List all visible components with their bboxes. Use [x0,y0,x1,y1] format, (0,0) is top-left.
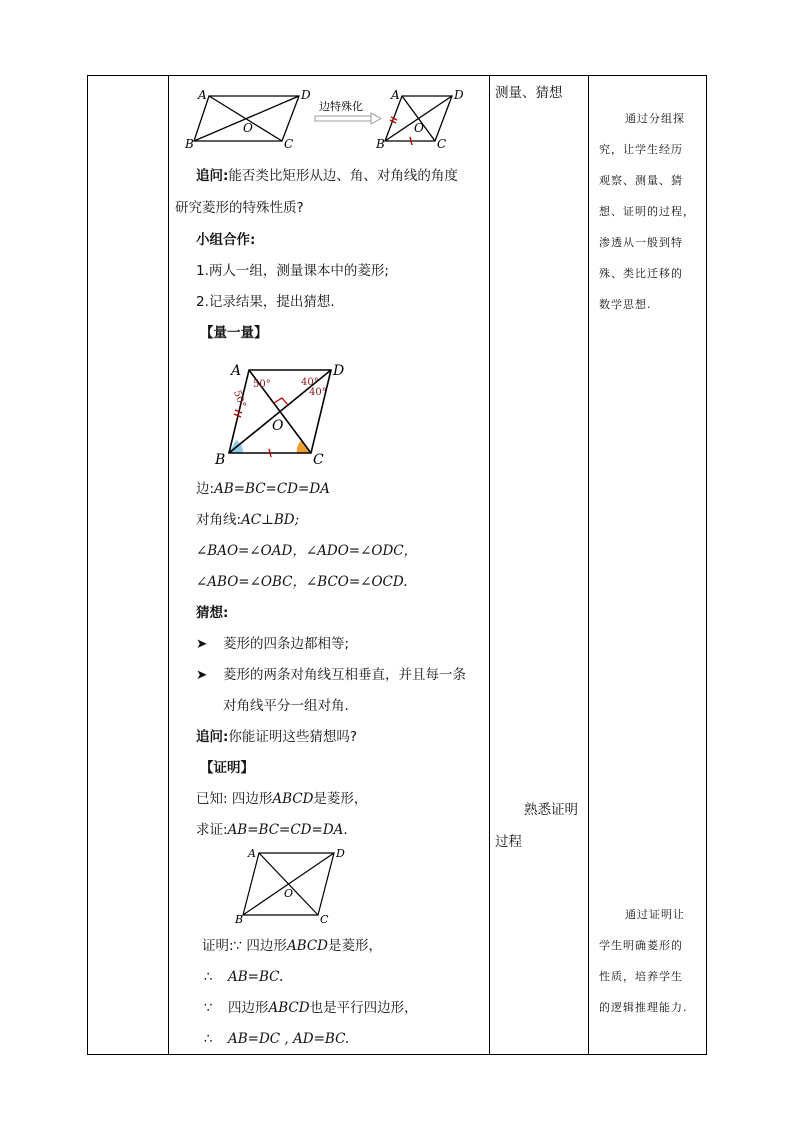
label-O: O [272,418,284,434]
proof-prefix: 证明:∵ 四边形 [202,938,287,954]
group-work-item: 2.记录结果，提出猜想. [196,294,335,310]
arrow-label: 边特殊化 [319,100,363,113]
angle-label: 50° [253,379,271,390]
intent-line: 数学思想. [599,298,652,311]
intent-line: 通过证明让 [625,908,685,921]
content-column [169,76,489,1054]
followup-question-1-cont: 研究菱形的特殊性质? [175,200,304,216]
intent-line: 殊、类比迁移的 [599,267,683,280]
intent-line: 通过分组探 [625,112,685,125]
right-angle-mark [274,398,288,405]
guess-text: 菱形的四条边都相等; [223,636,350,652]
label-C: C [320,913,329,926]
proof-suffix: 是菱形， [328,938,383,954]
guess-item [196,666,466,684]
label-A: A [198,88,207,102]
label-B: B [376,137,385,148]
rhombus-shape [243,853,334,915]
label-A: A [248,847,256,860]
intent-line: 观察、测量、猜 [599,174,683,187]
proof-line-4 [204,1030,349,1048]
activity-column [490,76,588,1054]
design-intent-column [589,76,707,1054]
activity-measure-guess: 测量、猜想 [495,85,563,101]
label-D: D [454,88,464,102]
measured-rhombus-figure [209,358,369,466]
followup-text: 你能证明这些猜想吗? [228,729,358,745]
given-var: ABCD [272,791,314,807]
intent-line: 的逻辑推理能力. [599,1001,688,1014]
intent-line: 想、证明的过程， [599,205,695,218]
followup-label: 追问: [196,729,229,745]
parallelogram-to-rhombus-figure [169,84,489,148]
prove-statement [196,821,348,839]
because-symbol: ∵ [204,1000,213,1016]
proof-prefix: 四边形 [228,1000,269,1016]
label-D: D [336,847,345,860]
proof-suffix: 也是平行四边形， [309,1000,418,1016]
label-A: A [231,363,242,379]
proof-line-2 [204,968,283,986]
diagonal-equation: AC⊥BD; [241,512,300,528]
proof-title: 【证明】 [200,760,254,776]
label-D: D [301,88,311,102]
label-O: O [284,887,294,900]
guess-text: 菱形的两条对角线互相垂直，并且每一条 [223,667,466,683]
given-prefix: 已知: 四边形 [196,791,273,807]
lesson-table [87,75,707,1055]
arrow-bullet-icon: ➤ [196,636,208,652]
followup-question-2 [196,728,357,746]
label-A: A [391,88,400,102]
angle-label: 50° [231,388,248,410]
prove-prefix: 求证: [196,822,228,838]
intent-line: 学生明确菱形的 [599,939,683,952]
followup-text: 能否类比矩形从边、角、对角线的角度 [228,168,458,184]
angle-property-1: ∠BAO=∠OAD，∠ADO=∠ODC， [196,543,418,559]
followup-question-1 [196,167,458,185]
label-B: B [215,452,226,466]
proof-line-3 [204,999,418,1017]
measure-title: 【量一量】 [200,325,268,341]
group-work-item: 1.两人一组，测量课本中的菱形; [196,263,389,279]
angle-property-2: ∠ABO=∠OBC，∠BCO=∠OCD. [196,574,408,590]
guess-item-cont: 对角线平分一组对角. [223,698,349,714]
side-property [196,480,330,498]
therefore-symbol: ∴ [204,969,213,985]
angle-label: 40° [309,387,327,398]
diagonal-prefix: 对角线: [196,512,242,528]
diagonal-property [196,511,299,529]
group-work-title: 小组合作: [196,232,256,248]
side-equation: AB=BC=CD=DA [214,481,330,497]
arrow-bullet-icon: ➤ [196,667,208,683]
intent-line: 渗透从一般到特 [599,236,683,249]
activity-proof-line: 过程 [495,834,522,850]
label-B: B [235,913,244,926]
proof-var: ABCD [268,1000,310,1016]
label-B: B [185,137,194,148]
followup-label: 追问: [196,168,229,184]
design-intent-2 [599,899,705,1023]
arrow-icon [315,113,381,124]
side-prefix: 边: [196,481,215,497]
activity-proof-line: 熟悉证明 [524,802,578,818]
therefore-symbol: ∴ [204,1031,213,1047]
proof-equation: AB=BC. [228,969,284,985]
given-statement [196,790,367,808]
angle-label: 40° [301,377,319,388]
intent-line: 究，让学生经历 [599,143,683,156]
intent-line: 性质，培养学生 [599,970,683,983]
label-O: O [243,121,253,135]
label-O: O [414,121,424,135]
proof-var: ABCD [286,938,329,954]
design-intent-1 [599,103,705,320]
guess-title: 猜想: [196,605,229,621]
proof-equation: AB=DC , AD=BC. [228,1031,350,1047]
given-suffix: 是菱形， [313,791,368,807]
label-D: D [333,363,345,379]
label-C: C [313,452,324,466]
label-C: C [284,137,294,148]
prove-equation: AB=BC=CD=DA. [227,822,348,838]
label-C: C [437,137,447,148]
guess-item [196,635,349,653]
proof-line-1 [202,937,382,955]
proof-rhombus-figure [231,845,351,927]
